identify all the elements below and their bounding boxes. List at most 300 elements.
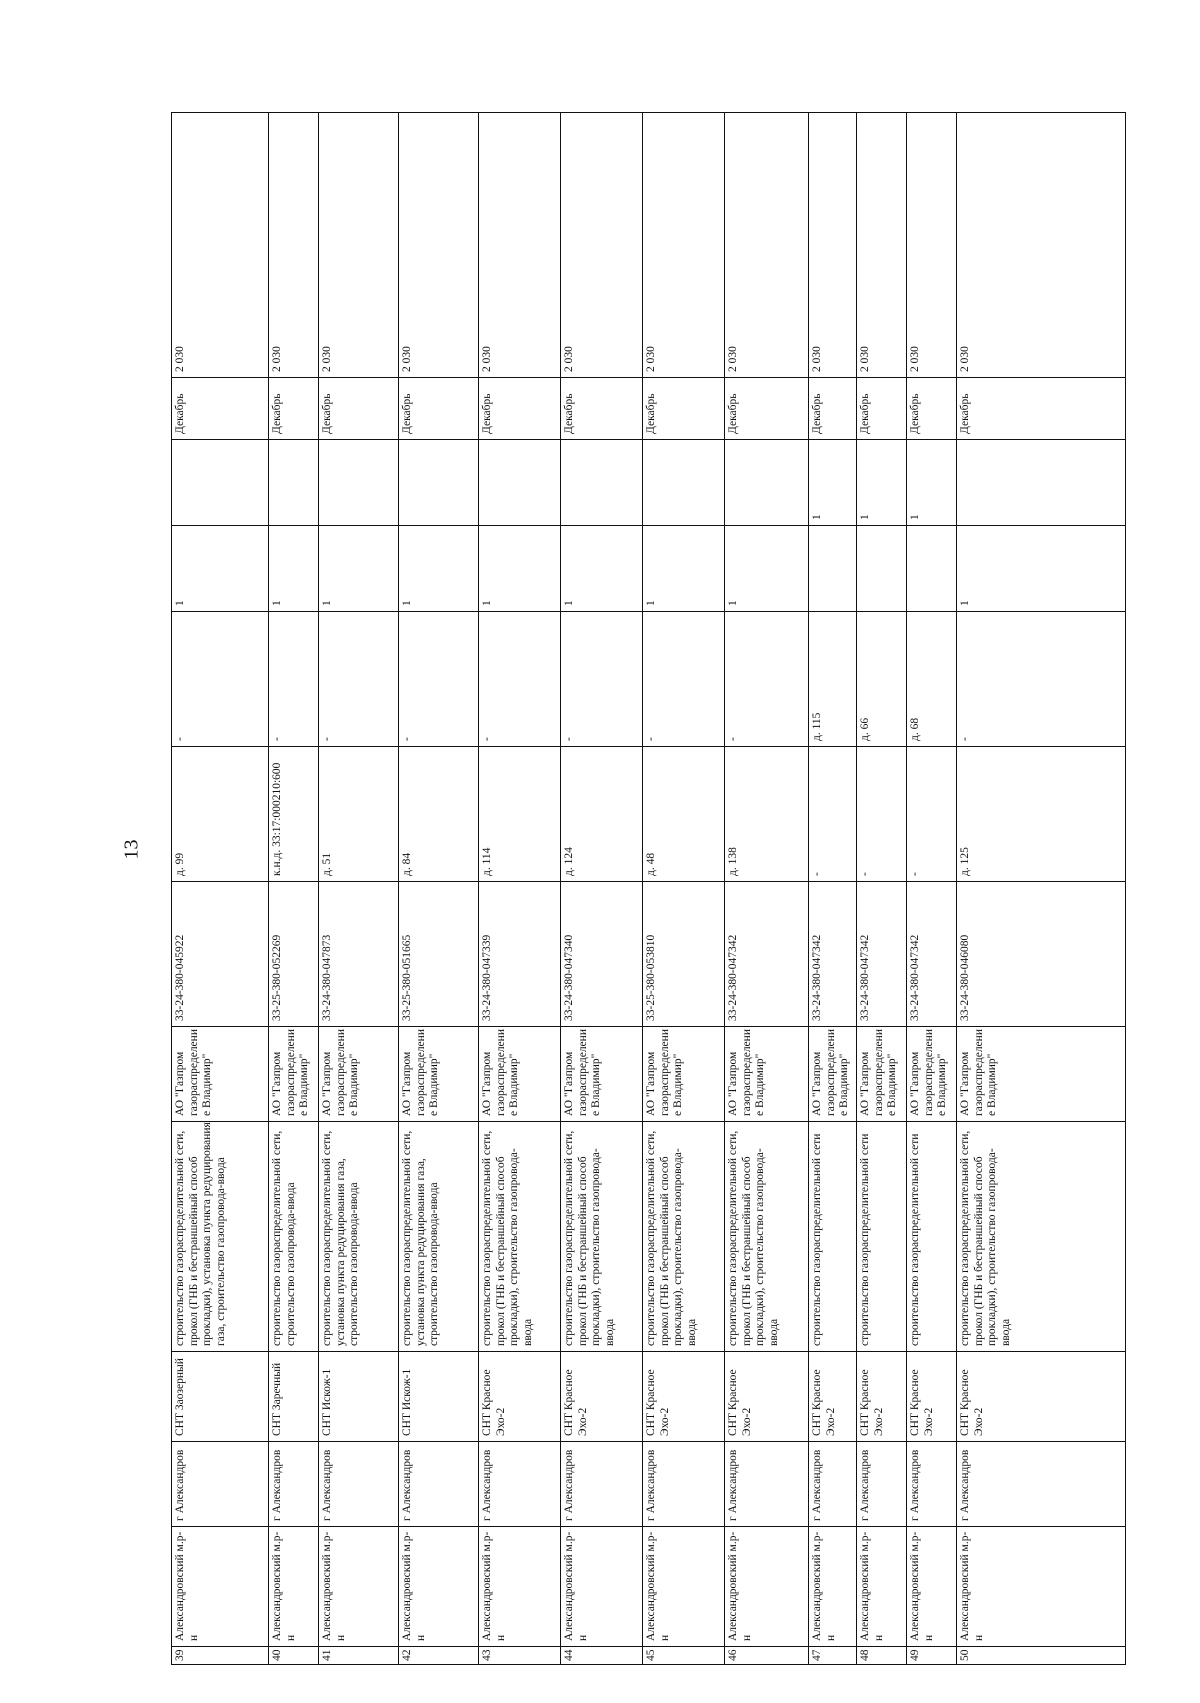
count-a-text: 1: [563, 600, 575, 606]
city-text: г Александров: [481, 1449, 493, 1521]
cell-year: [643, 311, 724, 375]
work-description-text: строительство газораспределительной сети, прокол (ГНБ и бестраншейный способ прокладки), строительство газопровода-ввода: [481, 1127, 534, 1346]
application-code-text: 33-24-380-047873: [321, 934, 333, 1021]
table-row: [172, 113, 269, 1664]
cell-month: [269, 375, 318, 437]
house-number-text: д. 84: [401, 852, 413, 876]
cell-settlement: [172, 1349, 268, 1439]
work-description-text: строительство газораспределительной сети, прокол (ГНБ и бестраншейный способ прокладки), строительство газопровода-ввода: [959, 1127, 1012, 1346]
settlement-text: СНТ Красное Эхо-2: [959, 1366, 985, 1436]
cell-house-number: [399, 744, 478, 879]
house-number-alt-text: д. 66: [859, 717, 871, 741]
year-text: 2 030: [481, 346, 493, 372]
cell-city: [725, 1439, 808, 1524]
cell-count-a: [643, 523, 724, 609]
cell-month: [479, 375, 560, 437]
table-row: [809, 113, 857, 1664]
cell-application-code: [561, 879, 642, 1024]
application-code-text: 33-25-380-052269: [271, 934, 283, 1021]
cell-house-number: [725, 744, 808, 879]
house-number-alt-text: -: [481, 737, 493, 741]
cell-district: [561, 1524, 642, 1644]
table-row: [399, 113, 479, 1664]
house-number-text: -: [909, 872, 921, 876]
cell-count-b: [907, 437, 956, 523]
cell-organization: [319, 1024, 398, 1119]
organization-text: АО "Газпром газораспределение Владимир": [271, 1029, 310, 1116]
cell-work-description: [725, 1119, 808, 1349]
district-text: Александровский м.р-н: [481, 1531, 507, 1641]
city-text: г Александров: [645, 1449, 657, 1521]
row-number-text: 47: [811, 1649, 823, 1661]
cell-row-number: [725, 1644, 808, 1664]
cell-application-code: [643, 879, 724, 1024]
table-row: [479, 113, 561, 1664]
cell-year: [809, 311, 856, 375]
organization-text: АО "Газпром газораспределение Владимир": [645, 1029, 684, 1116]
settlement-text: СНТ Красное Эхо-2: [909, 1366, 935, 1436]
cell-settlement: [561, 1349, 642, 1439]
cell-count-b: [319, 437, 398, 523]
cell-month: [643, 375, 724, 437]
house-number-alt-text: -: [174, 737, 186, 741]
row-number-text: 39: [174, 1649, 186, 1661]
cell-city: [809, 1439, 856, 1524]
year-text: 2 030: [563, 346, 575, 372]
cell-work-description: [172, 1119, 268, 1349]
table-row: [907, 113, 957, 1664]
cell-organization: [809, 1024, 856, 1119]
table-row: [643, 113, 725, 1664]
cell-house-number: [809, 744, 856, 879]
cell-month: [399, 375, 478, 437]
city-text: г Александров: [563, 1449, 575, 1521]
cell-city: [957, 1439, 1107, 1524]
cell-district: [172, 1524, 268, 1644]
cell-organization: [857, 1024, 906, 1119]
cell-house-number: [479, 744, 560, 879]
month-text: Декабрь: [909, 393, 921, 434]
cell-count-b: [172, 437, 268, 523]
house-number-text: д. 114: [481, 847, 493, 876]
cell-month: [957, 375, 1107, 437]
cell-month: [809, 375, 856, 437]
cell-settlement: [269, 1349, 318, 1439]
house-number-text: д. 124: [563, 847, 575, 876]
work-description-text: строительство газораспределительной сети, прокол (ГНБ и бестраншейный способ прокладки), строительство газопровода-ввода: [645, 1127, 698, 1346]
organization-text: АО "Газпром газораспределение Владимир": [811, 1029, 850, 1116]
month-text: Декабрь: [481, 393, 493, 434]
cell-district: [809, 1524, 856, 1644]
district-text: Александровский м.р-н: [909, 1531, 935, 1641]
month-text: Декабрь: [401, 393, 413, 434]
row-number-text: 41: [321, 1649, 333, 1661]
application-code-text: 33-24-380-047340: [563, 934, 575, 1021]
cell-application-code: [399, 879, 478, 1024]
cell-house-number-alt: [172, 609, 268, 744]
cell-settlement: [643, 1349, 724, 1439]
house-number-alt-text: -: [563, 737, 575, 741]
cell-month: [725, 375, 808, 437]
cell-house-number: [957, 744, 1107, 879]
cell-city: [479, 1439, 560, 1524]
district-text: Александровский м.р-н: [401, 1531, 427, 1641]
cell-count-a: [857, 523, 906, 609]
organization-text: АО "Газпром газораспределение Владимир": [909, 1029, 948, 1116]
city-text: г Александров: [401, 1449, 413, 1521]
row-number-text: 40: [271, 1649, 283, 1661]
cell-row-number: [399, 1644, 478, 1664]
work-description-text: строительство газораспределительной сети, установка пункта редуцирования газа, строительство газопровода-ввода: [401, 1127, 440, 1346]
cell-house-number-alt: [561, 609, 642, 744]
cell-application-code: [479, 879, 560, 1024]
row-number-text: 48: [859, 1649, 871, 1661]
year-text: 2 030: [645, 346, 657, 372]
cell-house-number-alt: [643, 609, 724, 744]
cell-district: [907, 1524, 956, 1644]
cell-year: [399, 311, 478, 375]
application-code-text: 33-25-380-051665: [401, 934, 413, 1021]
organization-text: АО "Газпром газораспределение Владимир": [859, 1029, 898, 1116]
settlement-text: СНТ Заозерный: [174, 1358, 186, 1436]
cell-count-b: [809, 437, 856, 523]
year-text: 2 030: [401, 346, 413, 372]
cell-row-number: [809, 1644, 856, 1664]
cell-district: [319, 1524, 398, 1644]
cell-district: [479, 1524, 560, 1644]
cell-house-number-alt: [809, 609, 856, 744]
month-text: Декабрь: [174, 393, 186, 434]
cell-count-a: [319, 523, 398, 609]
cell-settlement: [907, 1349, 956, 1439]
district-text: Александровский м.р-н: [174, 1531, 200, 1641]
month-text: Декабрь: [645, 393, 657, 434]
count-a-text: 1: [271, 600, 283, 606]
cell-row-number: [957, 1644, 1107, 1664]
work-description-text: строительство газораспределительной сети, строительство газопровода-ввода: [271, 1127, 297, 1346]
settlement-text: СНТ Красное Эхо-2: [645, 1366, 671, 1436]
cell-city: [319, 1439, 398, 1524]
house-number-text: к.н.д. 33:17:000210:600: [271, 762, 283, 876]
count-a-text: 1: [959, 600, 971, 606]
month-text: Декабрь: [859, 393, 871, 434]
year-text: 2 030: [271, 346, 283, 372]
year-text: 2 030: [959, 346, 971, 372]
cell-house-number-alt: [957, 609, 1107, 744]
cell-city: [907, 1439, 956, 1524]
year-text: 2 030: [174, 346, 186, 372]
cell-application-code: [907, 879, 956, 1024]
house-number-alt-text: -: [401, 737, 413, 741]
cell-house-number: [172, 744, 268, 879]
cell-application-code: [857, 879, 906, 1024]
cell-city: [172, 1439, 268, 1524]
cell-organization: [725, 1024, 808, 1119]
cell-count-a: [907, 523, 956, 609]
cell-house-number-alt: [479, 609, 560, 744]
row-number-text: 50: [959, 1649, 971, 1661]
cell-district: [399, 1524, 478, 1644]
application-code-text: 33-24-380-047342: [727, 934, 739, 1021]
house-number-text: д. 99: [174, 852, 186, 876]
month-text: Декабрь: [959, 393, 971, 434]
work-description-text: строительство газораспределительной сети, прокол (ГНБ и бестраншейный способ прокладки), строительство газопровода-ввода: [727, 1127, 780, 1346]
cell-year: [479, 311, 560, 375]
month-text: Декабрь: [563, 393, 575, 434]
application-code-text: 33-24-380-047342: [909, 934, 921, 1021]
count-b-text: 1: [909, 514, 921, 520]
cell-house-number-alt: [399, 609, 478, 744]
house-number-text: -: [859, 872, 871, 876]
cell-count-a: [269, 523, 318, 609]
cell-work-description: [809, 1119, 856, 1349]
work-description-text: строительство газораспределительной сети, установка пункта редуцирования газа, строительство газопровода-ввода: [321, 1127, 360, 1346]
settlement-text: СНТ Искож-1: [401, 1368, 413, 1436]
city-text: г Александров: [174, 1449, 186, 1521]
cell-year: [725, 311, 808, 375]
cell-application-code: [957, 879, 1107, 1024]
count-a-text: 1: [481, 600, 493, 606]
cell-organization: [957, 1024, 1107, 1119]
cell-settlement: [957, 1349, 1107, 1439]
cell-application-code: [172, 879, 268, 1024]
table-row: [319, 113, 399, 1664]
cell-year: [907, 311, 956, 375]
cell-count-a: [172, 523, 268, 609]
district-text: Александровский м.р-н: [811, 1531, 837, 1641]
cell-house-number-alt: [907, 609, 956, 744]
cell-count-b: [957, 437, 1107, 523]
cell-row-number: [269, 1644, 318, 1664]
district-text: Александровский м.р-н: [727, 1531, 753, 1641]
organization-text: АО "Газпром газораспределение Владимир": [959, 1029, 998, 1116]
house-number-text: д. 51: [321, 852, 333, 876]
district-text: Александровский м.р-н: [859, 1531, 885, 1641]
cell-organization: [172, 1024, 268, 1119]
cell-district: [269, 1524, 318, 1644]
count-a-text: 1: [321, 600, 333, 606]
city-text: г Александров: [859, 1449, 871, 1521]
cell-district: [643, 1524, 724, 1644]
month-text: Декабрь: [321, 393, 333, 434]
settlement-text: СНТ Красное Эхо-2: [859, 1366, 885, 1436]
cell-count-a: [725, 523, 808, 609]
application-code-text: 33-24-380-046080: [959, 934, 971, 1021]
infrastructure-table: [171, 112, 1126, 1665]
cell-work-description: [319, 1119, 398, 1349]
row-number-text: 44: [563, 1649, 575, 1661]
cell-row-number: [643, 1644, 724, 1664]
row-number-text: 45: [645, 1649, 657, 1661]
city-text: г Александров: [271, 1449, 283, 1521]
cell-application-code: [319, 879, 398, 1024]
district-text: Александровский м.р-н: [563, 1531, 589, 1641]
cell-organization: [561, 1024, 642, 1119]
count-a-text: 1: [645, 600, 657, 606]
city-text: г Александров: [727, 1449, 739, 1521]
settlement-text: СНТ Искож-1: [321, 1368, 333, 1436]
cell-year: [269, 311, 318, 375]
organization-text: АО "Газпром газораспределение Владимир": [174, 1029, 213, 1116]
cell-row-number: [319, 1644, 398, 1664]
cell-house-number: [269, 744, 318, 879]
cell-row-number: [907, 1644, 956, 1664]
cell-row-number: [479, 1644, 560, 1664]
year-text: 2 030: [811, 346, 823, 372]
table-row: [957, 113, 1107, 1664]
cell-settlement: [725, 1349, 808, 1439]
city-text: г Александров: [811, 1449, 823, 1521]
district-text: Александровский м.р-н: [645, 1531, 671, 1641]
cell-settlement: [857, 1349, 906, 1439]
cell-count-a: [957, 523, 1107, 609]
house-number-text: д. 125: [959, 847, 971, 876]
cell-work-description: [957, 1119, 1107, 1349]
table-row: [269, 113, 319, 1664]
organization-text: АО "Газпром газораспределение Владимир": [727, 1029, 766, 1116]
cell-city: [399, 1439, 478, 1524]
cell-row-number: [857, 1644, 906, 1664]
cell-city: [857, 1439, 906, 1524]
cell-district: [725, 1524, 808, 1644]
house-number-alt-text: -: [727, 737, 739, 741]
house-number-text: д. 48: [645, 852, 657, 876]
work-description-text: строительство газораспределительной сети: [811, 1133, 823, 1346]
year-text: 2 030: [727, 346, 739, 372]
house-number-alt-text: -: [271, 737, 283, 741]
table-row: [857, 113, 907, 1664]
cell-city: [269, 1439, 318, 1524]
house-number-alt-text: д. 115: [811, 712, 823, 741]
year-text: 2 030: [909, 346, 921, 372]
cell-row-number: [172, 1644, 268, 1664]
month-text: Декабрь: [271, 393, 283, 434]
count-b-text: 1: [811, 514, 823, 520]
house-number-alt-text: -: [321, 737, 333, 741]
cell-year: [957, 311, 1107, 375]
cell-district: [957, 1524, 1107, 1644]
cell-year: [319, 311, 398, 375]
house-number-alt-text: -: [959, 737, 971, 741]
settlement-text: СНТ Красное Эхо-2: [727, 1366, 753, 1436]
cell-month: [319, 375, 398, 437]
cell-year: [172, 311, 268, 375]
city-text: г Александров: [909, 1449, 921, 1521]
cell-count-b: [269, 437, 318, 523]
cell-city: [561, 1439, 642, 1524]
district-text: Александровский м.р-н: [959, 1531, 985, 1641]
cell-city: [643, 1439, 724, 1524]
cell-application-code: [725, 879, 808, 1024]
district-text: Александровский м.р-н: [271, 1531, 297, 1641]
cell-settlement: [479, 1349, 560, 1439]
row-number-text: 43: [481, 1649, 493, 1661]
organization-text: АО "Газпром газораспределение Владимир": [563, 1029, 602, 1116]
house-number-text: -: [811, 872, 823, 876]
work-description-text: строительство газораспределительной сети: [909, 1133, 921, 1346]
settlement-text: СНТ Заречный: [271, 1362, 283, 1436]
cell-year: [857, 311, 906, 375]
district-text: Александровский м.р-н: [321, 1531, 347, 1641]
count-a-text: 1: [727, 600, 739, 606]
table-row: [561, 113, 643, 1664]
row-number-text: 49: [909, 1649, 921, 1661]
cell-count-a: [561, 523, 642, 609]
organization-text: АО "Газпром газораспределение Владимир": [321, 1029, 360, 1116]
cell-settlement: [319, 1349, 398, 1439]
count-a-text: 1: [401, 600, 413, 606]
cell-application-code: [809, 879, 856, 1024]
house-number-alt-text: д. 68: [909, 717, 921, 741]
settlement-text: СНТ Красное Эхо-2: [563, 1366, 589, 1436]
cell-work-description: [643, 1119, 724, 1349]
cell-count-a: [399, 523, 478, 609]
month-text: Декабрь: [727, 393, 739, 434]
work-description-text: строительство газораспределительной сети, прокол (ГНБ и бестраншейный способ прокладки), установка пункта редуцирования газа, строительство газопровода-ввода: [174, 1119, 227, 1346]
cell-count-b: [857, 437, 906, 523]
cell-settlement: [399, 1349, 478, 1439]
cell-count-b: [725, 437, 808, 523]
settlement-text: СНТ Красное Эхо-2: [811, 1366, 837, 1436]
house-number-text: д. 138: [727, 847, 739, 876]
cell-house-number-alt: [857, 609, 906, 744]
month-text: Декабрь: [811, 393, 823, 434]
cell-count-b: [643, 437, 724, 523]
work-description-text: строительство газораспределительной сети, прокол (ГНБ и бестраншейный способ прокладки), строительство газопровода-ввода: [563, 1127, 616, 1346]
cell-row-number: [561, 1644, 642, 1664]
cell-district: [857, 1524, 906, 1644]
cell-year: [561, 311, 642, 375]
cell-house-number: [319, 744, 398, 879]
work-description-text: строительство газораспределительной сети: [859, 1133, 871, 1346]
cell-organization: [479, 1024, 560, 1119]
cell-month: [907, 375, 956, 437]
cell-month: [857, 375, 906, 437]
cell-house-number: [643, 744, 724, 879]
application-code-text: 33-24-380-047339: [481, 934, 493, 1021]
cell-organization: [643, 1024, 724, 1119]
cell-house-number-alt: [269, 609, 318, 744]
cell-count-a: [809, 523, 856, 609]
count-b-text: 1: [859, 514, 871, 520]
cell-count-a: [479, 523, 560, 609]
page-number: 13: [120, 839, 143, 860]
cell-house-number: [907, 744, 956, 879]
cell-settlement: [809, 1349, 856, 1439]
cell-count-b: [561, 437, 642, 523]
cell-organization: [399, 1024, 478, 1119]
cell-count-b: [479, 437, 560, 523]
cell-work-description: [857, 1119, 906, 1349]
year-text: 2 030: [859, 346, 871, 372]
application-code-text: 33-24-380-047342: [859, 934, 871, 1021]
city-text: г Александров: [959, 1449, 971, 1521]
cell-house-number: [857, 744, 906, 879]
row-number-text: 46: [727, 1649, 739, 1661]
cell-application-code: [269, 879, 318, 1024]
organization-text: АО "Газпром газораспределение Владимир": [401, 1029, 440, 1116]
cell-month: [172, 375, 268, 437]
cell-work-description: [907, 1119, 956, 1349]
cell-work-description: [399, 1119, 478, 1349]
cell-organization: [269, 1024, 318, 1119]
cell-work-description: [479, 1119, 560, 1349]
year-text: 2 030: [321, 346, 333, 372]
cell-work-description: [561, 1119, 642, 1349]
application-code-text: 33-25-380-053810: [645, 934, 657, 1021]
application-code-text: 33-24-380-045922: [174, 934, 186, 1021]
cell-work-description: [269, 1119, 318, 1349]
